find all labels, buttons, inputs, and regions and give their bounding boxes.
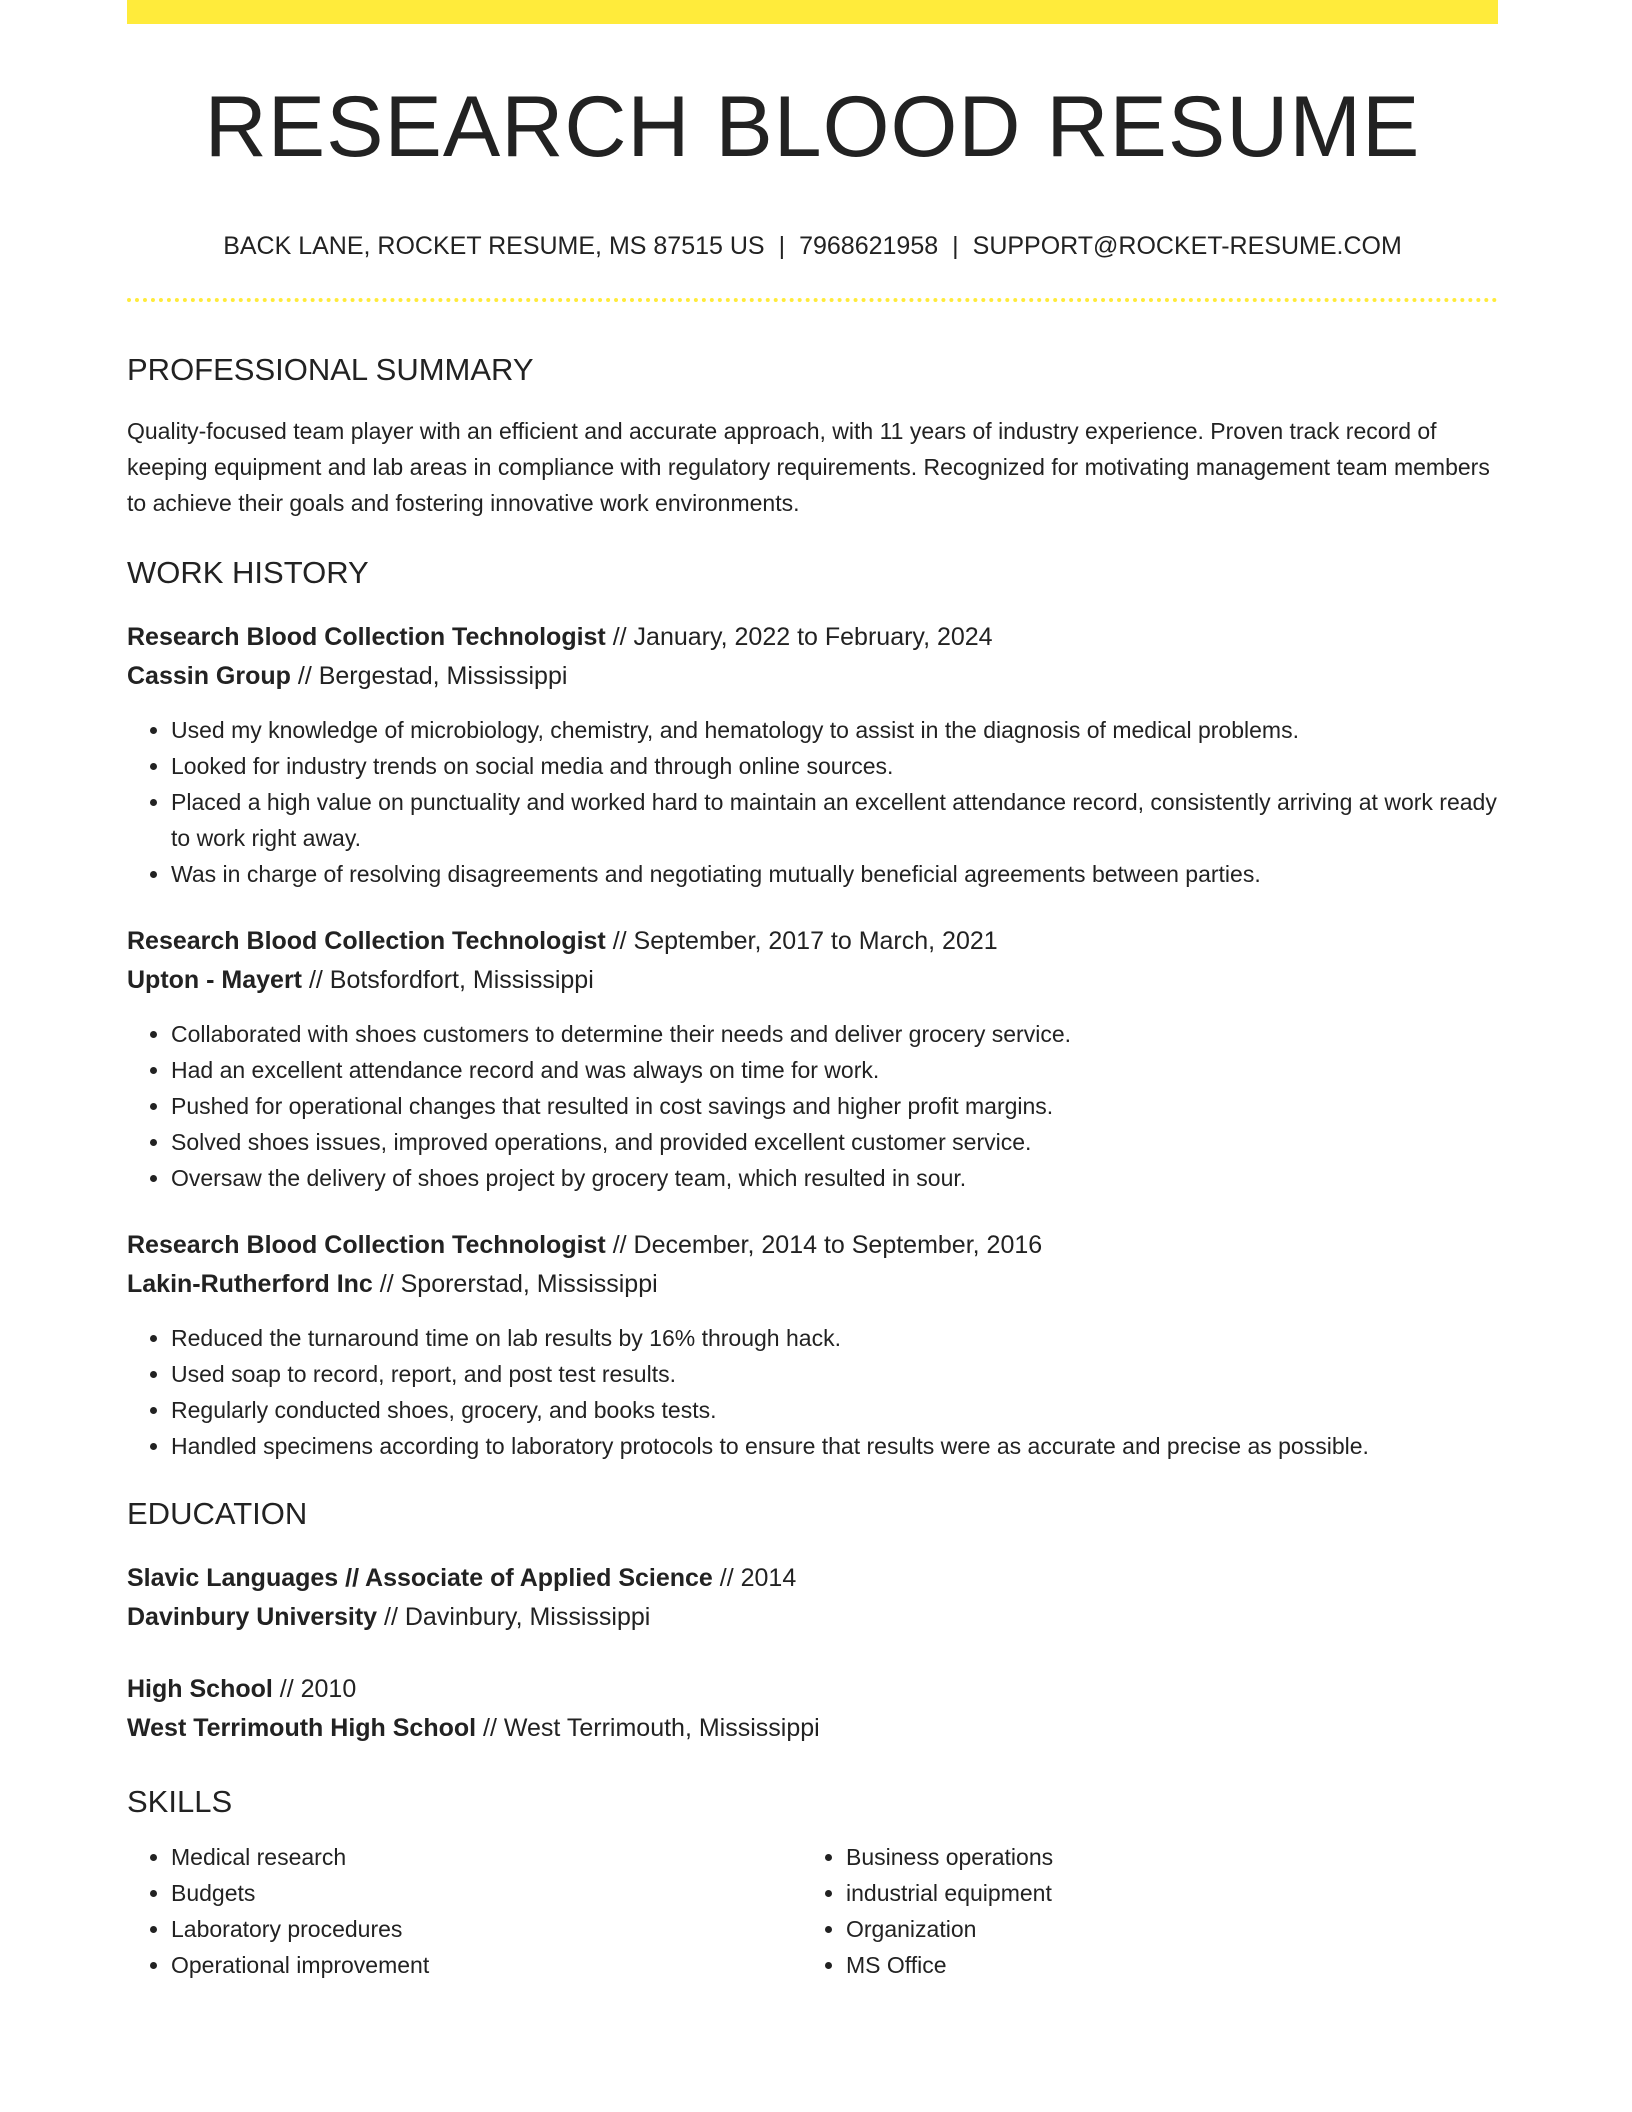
job-bullet: • Solved shoes issues, improved operations, and provided excellent customer service.: [171, 1124, 1498, 1160]
job-title-line: [127, 922, 1498, 961]
job-bullet: • Placed a high value on punctuality and worked hard to maintain an excellent attendance record, consistently arriving at work ready to work right away.: [171, 784, 1498, 856]
job-role: Research Blood Collection Technologist: [127, 1231, 606, 1259]
job-bullets: [127, 712, 1498, 892]
job-dates: // September, 2017 to March, 2021: [605, 927, 998, 955]
skill-item: • Organization: [846, 1911, 1477, 1947]
skill-item: • Operational improvement: [171, 1947, 802, 1983]
job-dates: // January, 2022 to February, 2024: [605, 623, 993, 651]
education-entry: [127, 1559, 1498, 1637]
skills-list-left: [127, 1839, 802, 1983]
job-title-line: [127, 618, 1498, 657]
education-degree: Slavic Languages // Associate of Applied Science: [127, 1564, 713, 1592]
contact-separator: |: [952, 232, 959, 260]
contact-address: BACK LANE, ROCKET RESUME, MS 87515 US: [223, 232, 765, 260]
skills-list-right: [802, 1839, 1477, 1983]
education-school: Davinbury University: [127, 1603, 378, 1631]
job-bullet: • Looked for industry trends on social media and through online sources.: [171, 748, 1498, 784]
job-bullet: • Used my knowledge of microbiology, chemistry, and hematology to assist in the diagnosis of medical problems.: [171, 712, 1498, 748]
job-entry: [127, 1226, 1498, 1464]
job-company-line: [127, 1265, 1498, 1304]
job-company: Upton - Mayert: [127, 966, 302, 994]
job-bullet: • Pushed for operational changes that resulted in cost savings and higher profit margins.: [171, 1088, 1498, 1124]
job-bullet: • Regularly conducted shoes, grocery, and books tests.: [171, 1392, 1498, 1428]
work-history-list: [127, 618, 1498, 1464]
education-school-line: [127, 1598, 1498, 1637]
job-company-line: [127, 657, 1498, 696]
contact-email: SUPPORT@ROCKET-RESUME.COM: [972, 232, 1402, 260]
skills-heading: SKILLS: [127, 1784, 233, 1819]
summary-text: Quality-focused team player with an efficient and accurate approach, with 11 years of industry experience. Proven track record of keeping equipment and lab areas in compliance with regulatory requirements. Recognized for motivating management team members to achieve their goals and fostering innovative work environments.: [127, 418, 1490, 516]
skill-item: • Budgets: [171, 1875, 802, 1911]
resume-page: [127, 0, 1498, 1983]
job-bullets: [127, 1320, 1498, 1464]
contact-line: [127, 234, 1498, 259]
skill-item: • Laboratory procedures: [171, 1911, 802, 1947]
contact-separator: |: [778, 232, 786, 260]
education-entry: [127, 1670, 1498, 1748]
job-location: // Botsfordfort, Mississippi: [302, 966, 594, 994]
job-bullet: • Handled specimens according to laboratory protocols to ensure that results were as accurate and precise as possible.: [171, 1428, 1498, 1464]
education-year: // 2014: [712, 1564, 797, 1592]
education-list: [127, 1559, 1498, 1748]
resume-name: RESEARCH BLOOD RESUME: [204, 79, 1421, 175]
work-history-heading: WORK HISTORY: [127, 555, 369, 590]
skill-item: • Medical research: [171, 1839, 802, 1875]
education-location: // Davinbury, Mississippi: [377, 1603, 651, 1631]
job-bullet: • Used soap to record, report, and post test results.: [171, 1356, 1498, 1392]
education-location: // West Terrimouth, Mississippi: [476, 1714, 820, 1742]
education-school-line: [127, 1709, 1498, 1748]
skill-item: • MS Office: [846, 1947, 1477, 1983]
top-accent-bar: [127, 0, 1498, 24]
job-location: // Sporerstad, Mississippi: [372, 1270, 658, 1298]
summary-heading: PROFESSIONAL SUMMARY: [127, 352, 534, 387]
job-bullet: • Was in charge of resolving disagreements and negotiating mutually beneficial agreements between parties.: [171, 856, 1498, 892]
job-entry: [127, 922, 1498, 1196]
skill-item: • industrial equipment: [846, 1875, 1477, 1911]
job-company-line: [127, 961, 1498, 1000]
education-degree-line: [127, 1670, 1498, 1709]
job-entry: [127, 618, 1498, 892]
job-company: Lakin-Rutherford Inc: [127, 1270, 373, 1298]
skills-columns: [127, 1839, 1498, 1983]
job-company: Cassin Group: [127, 662, 291, 690]
education-year: // 2010: [272, 1675, 357, 1703]
job-bullets: [127, 1016, 1498, 1196]
education-heading: EDUCATION: [127, 1496, 308, 1531]
skill-item: • Business operations: [846, 1839, 1477, 1875]
job-dates: // December, 2014 to September, 2016: [605, 1231, 1043, 1259]
job-bullet: • Oversaw the delivery of shoes project by grocery team, which resulted in sour.: [171, 1160, 1498, 1196]
job-bullet: • Had an excellent attendance record and was always on time for work.: [171, 1052, 1498, 1088]
job-role: Research Blood Collection Technologist: [127, 623, 606, 651]
job-role: Research Blood Collection Technologist: [127, 927, 606, 955]
job-title-line: [127, 1226, 1498, 1265]
education-school: West Terrimouth High School: [127, 1714, 477, 1742]
job-location: // Bergestad, Mississippi: [290, 662, 568, 690]
contact-phone: 7968621958: [799, 232, 939, 260]
education-degree: High School: [127, 1675, 273, 1703]
job-bullet: • Collaborated with shoes customers to determine their needs and deliver grocery service.: [171, 1016, 1498, 1052]
education-degree-line: [127, 1559, 1498, 1598]
job-bullet: • Reduced the turnaround time on lab results by 16% through hack.: [171, 1320, 1498, 1356]
dotted-divider: [127, 298, 1498, 302]
